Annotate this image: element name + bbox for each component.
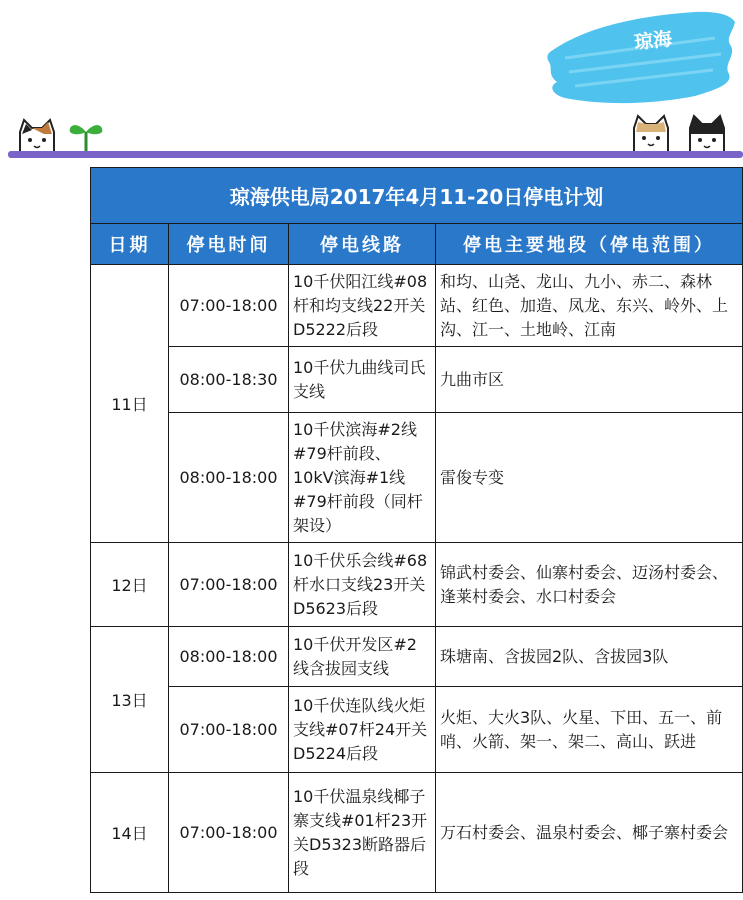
time-cell: 07:00-18:00 [169,265,289,347]
table-row [91,687,743,773]
brush-label: 琼海 [633,28,674,54]
header-divider [8,151,743,158]
time-cell: 08:00-18:00 [169,627,289,687]
time-cell: 07:00-18:00 [169,773,289,893]
line-cell: 10千伏乐会线#68杆水口支线23开关D5623后段 [289,543,436,627]
area-cell: 雷俊专变 [436,413,743,543]
time-cell: 08:00-18:00 [169,413,289,543]
time-cell: 07:00-18:00 [169,543,289,627]
line-cell: 10千伏阳江线#08杆和均支线22开关D5222后段 [289,265,436,347]
header-line: 停电线路 [289,224,436,265]
header-area: 停电主要地段（停电范围） [436,224,743,265]
line-cell: 10千伏九曲线司氏支线 [289,347,436,413]
area-cell: 锦武村委会、仙寨村委会、迈汤村委会、逢莱村委会、水口村委会 [436,543,743,627]
time-cell: 07:00-18:00 [169,687,289,773]
date-cell: 12日 [91,543,169,627]
table-row [91,413,743,543]
outage-table-wrapper [90,167,742,893]
cat-icon [684,114,730,154]
time-cell: 08:00-18:30 [169,347,289,413]
area-cell: 火炬、大火3队、火星、下田、五一、前哨、火箭、架一、架二、高山、跃进 [436,687,743,773]
date-cell: 11日 [91,265,169,543]
area-cell: 万石村委会、温泉村委会、椰子寨村委会 [436,773,743,893]
line-cell: 10千伏连队线火炬支线#07杆24开关D5224后段 [289,687,436,773]
table-row [91,773,743,893]
line-cell: 10千伏开发区#2线含拔园支线 [289,627,436,687]
table-row [91,627,743,687]
area-cell: 九曲市区 [436,347,743,413]
table-title: 琼海供电局2017年4月11-20日停电计划 [91,168,743,224]
date-cell: 14日 [91,773,169,893]
header-date: 日期 [91,224,169,265]
cat-icon [628,114,674,154]
paint-brush-banner [545,8,740,108]
table-row [91,265,743,347]
table-row [91,543,743,627]
area-cell: 和均、山尧、龙山、九小、赤二、森林站、红色、加造、凤龙、东兴、岭外、上沟、江一、土地岭、江南 [436,265,743,347]
area-cell: 珠塘南、含拔园2队、含拔园3队 [436,627,743,687]
line-cell: 10千伏滨海#2线#79杆前段、10kV滨海#1线#79杆前段（同杆架设） [289,413,436,543]
sprout-icon [66,118,106,154]
outage-table [90,167,743,893]
line-cell: 10千伏温泉线椰子寨支线#01杆23开关D5323断路器后段 [289,773,436,893]
table-row [91,347,743,413]
date-cell: 13日 [91,627,169,773]
header-time: 停电时间 [169,224,289,265]
